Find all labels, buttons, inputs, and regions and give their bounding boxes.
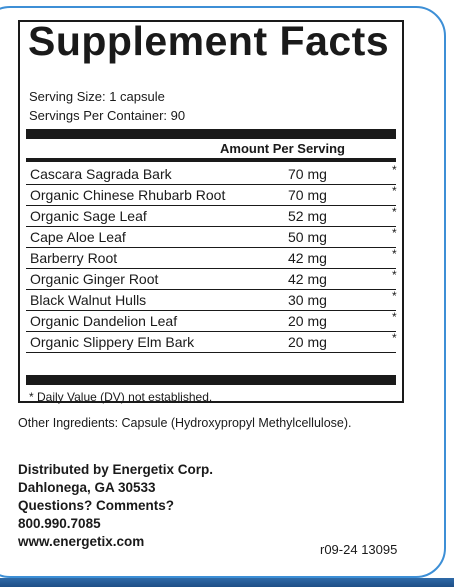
daily-value-marker: *	[392, 205, 397, 219]
daily-value-marker: *	[392, 289, 397, 303]
ingredient-amount: 52 mg	[288, 208, 327, 224]
ingredient-row	[26, 311, 396, 332]
thick-divider-bottom	[26, 375, 396, 385]
ingredient-row	[26, 290, 396, 311]
ingredient-row	[26, 185, 396, 206]
ingredient-name: Barberry Root	[30, 250, 118, 266]
amount-per-serving-header: Amount Per Serving	[220, 141, 345, 156]
daily-value-footnote: * Daily Value (DV) not established.	[29, 390, 213, 404]
ingredient-amount: 42 mg	[288, 250, 327, 266]
ingredient-name: Black Walnut Hulls	[30, 292, 147, 308]
ingredient-row	[26, 164, 396, 185]
other-ingredients: Other Ingredients: Capsule (Hydroxypropyl Methylcellulose).	[18, 416, 352, 430]
bottom-color-band	[0, 578, 454, 587]
ingredient-name: Organic Sage Leaf	[30, 208, 147, 224]
label-code: r09-24 13095	[320, 542, 398, 557]
serving-size: Serving Size: 1 capsule	[29, 89, 165, 104]
thick-divider-top	[26, 129, 396, 139]
daily-value-marker: *	[392, 184, 397, 198]
ingredient-name: Organic Ginger Root	[30, 271, 159, 287]
daily-value-marker: *	[392, 331, 397, 345]
ingredient-row	[26, 248, 396, 269]
supplement-facts-panel	[18, 20, 404, 403]
daily-value-marker: *	[392, 310, 397, 324]
servings-per-container: Servings Per Container: 90	[29, 108, 186, 123]
ingredient-row	[26, 332, 396, 353]
ingredient-row	[26, 206, 396, 227]
phone-number: 800.990.7085	[18, 516, 101, 531]
ingredient-row	[26, 269, 396, 290]
ingredient-amount: 30 mg	[288, 292, 327, 308]
questions-line: Questions? Comments?	[18, 498, 175, 513]
panel-title: Supplement Facts	[28, 18, 390, 64]
daily-value-marker: *	[392, 247, 397, 261]
ingredient-amount: 70 mg	[288, 166, 327, 182]
ingredient-name: Organic Dandelion Leaf	[30, 313, 178, 329]
divider-under-header	[26, 158, 396, 162]
daily-value-marker: *	[392, 226, 397, 240]
ingredient-name: Organic Slippery Elm Bark	[30, 334, 195, 350]
ingredient-name: Organic Chinese Rhubarb Root	[30, 187, 226, 203]
website-link[interactable]: www.energetix.com	[18, 534, 145, 549]
ingredient-amount: 20 mg	[288, 334, 327, 350]
distributor-address: Dahlonega, GA 30533	[18, 480, 156, 495]
ingredient-row	[26, 227, 396, 248]
ingredient-name: Cascara Sagrada Bark	[30, 166, 172, 182]
daily-value-marker: *	[392, 163, 397, 177]
daily-value-marker: *	[392, 268, 397, 282]
ingredient-amount: 70 mg	[288, 187, 327, 203]
ingredient-amount: 42 mg	[288, 271, 327, 287]
ingredient-amount: 50 mg	[288, 229, 327, 245]
distributor-name: Distributed by Energetix Corp.	[18, 462, 214, 477]
ingredient-name: Cape Aloe Leaf	[30, 229, 126, 245]
ingredient-amount: 20 mg	[288, 313, 327, 329]
